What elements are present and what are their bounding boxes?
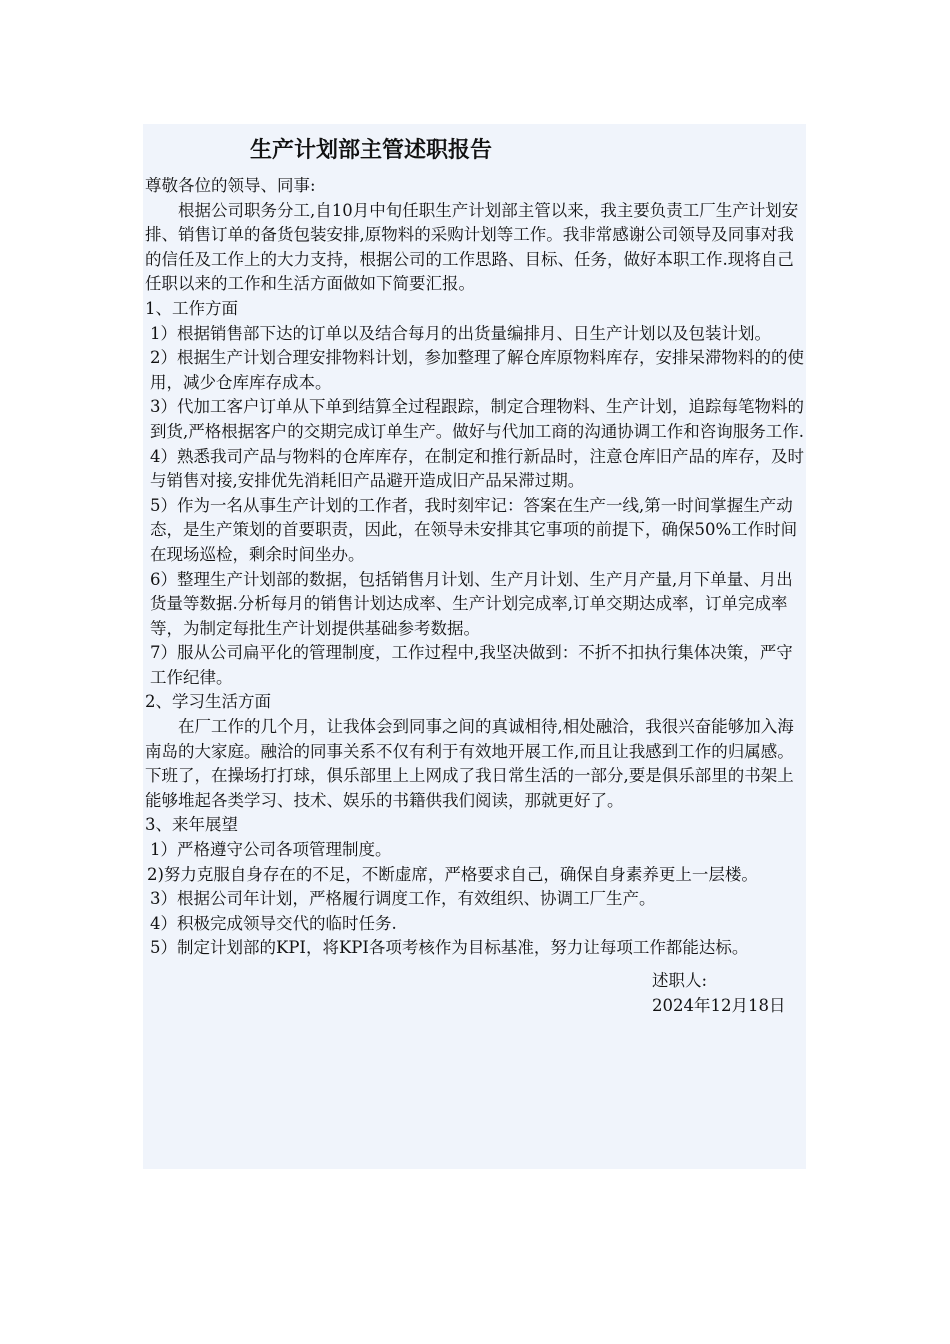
signature-block [145,969,805,1018]
work-item-2: 2）根据生产计划合理安排物料计划，参加整理了解仓库原物料库存，安排呆滞物料的的使用，减少仓库库存成本。 [150,348,804,392]
outlook-item-1: 1）严格遵守公司各项管理制度。 [150,840,392,860]
work-item-6: 6）整理生产计划部的数据，包括销售月计划、生产月计划、生产月产量,月下单量、月出货量等数据.分析每月的销售计划达成率、生产计划完成率,订单交期达成率，订单完成率等，为制定每批生产计划提供基础参考数据。 [150,569,793,638]
outlook-item-2: 2)努力克服自身存在的不足，不断虚席，严格要求自己，确保自身素养更上一层楼。 [147,864,758,884]
outlook-item-4: 4）积极完成领导交代的临时任务. [150,913,397,933]
outlook-item-5: 5）制定计划部的KPI，将KPI各项考核作为目标基准，努力让每项工作都能达标。 [150,938,749,958]
work-item-7: 7）服从公司扁平化的管理制度，工作过程中,我坚决做到：不折不扣执行集体决策，严守工作纪律。 [150,643,793,687]
section-heading-life: 2、学习生活方面 [145,692,271,712]
work-item-4: 4）熟悉我司产品与物料的仓库库存，在制定和推行新品时，注意仓库旧产品的库存，及时与销售对接,安排优先消耗旧产品避开造成旧产品呆滞过期。 [150,446,804,491]
work-item-1: 1）根据销售部下达的订单以及结合每月的出货量编排月、日生产计划以及包装计划。 [150,323,771,343]
section-heading-work: 1、工作方面 [145,298,238,318]
greeting: 尊敬各位的领导、同事: [145,176,316,195]
work-item-5: 5）作为一名从事生产计划的工作者，我时刻牢记：答案在生产一线,第一时间掌握生产动态，是生产策划的首要职责，因此，在领导未安排其它事项的前提下，确保50%工作时间在现场巡检，剩余时间坐办。 [150,495,798,564]
intro-paragraph: 根据公司职务分工,自10月中旬任职生产计划部主管以来，我主要负责工厂生产计划安排、销售订单的备货包装安排,原物料的采购计划等工作。我非常感谢公司领导及同事对我的信任及工作上的大力支持，根据公司的工作思路、目标、任务，做好本职工作.现将自己任职以来的工作和生活方面做如下简要汇报。 [145,200,799,294]
life-paragraph: 在厂工作的几个月，让我体会到同事之间的真诚相待,相处融洽，我很兴奋能够加入海南岛的大家庭。融洽的同事关系不仅有利于有效地开展工作,而且让我感到工作的归属感。下班了，在操场打打球，俱乐部里上上网成了我日常生活的一部分,要是俱乐部里的书架上能够堆起各类学习、技术、娱乐的书籍供我们阅读，那就更好了。 [145,717,794,810]
work-item-3: 3）代加工客户订单从下单到结算全过程跟踪，制定合理物料、生产计划，追踪每笔物料的到货,严格根据客户的交期完成订单生产。做好与代加工商的沟通协调工作和咨询服务工作. [150,397,804,441]
outlook-item-3: 3）根据公司年计划，严格履行调度工作，有效组织、协调工厂生产。 [150,889,656,909]
signature-date: 2024年12月18日 [652,995,786,1015]
report-document [145,132,805,1018]
report-title: 生产计划部主管述职报告 [250,138,493,163]
section-heading-outlook: 3、来年展望 [145,815,238,835]
signature-label: 述职人: [652,971,708,990]
